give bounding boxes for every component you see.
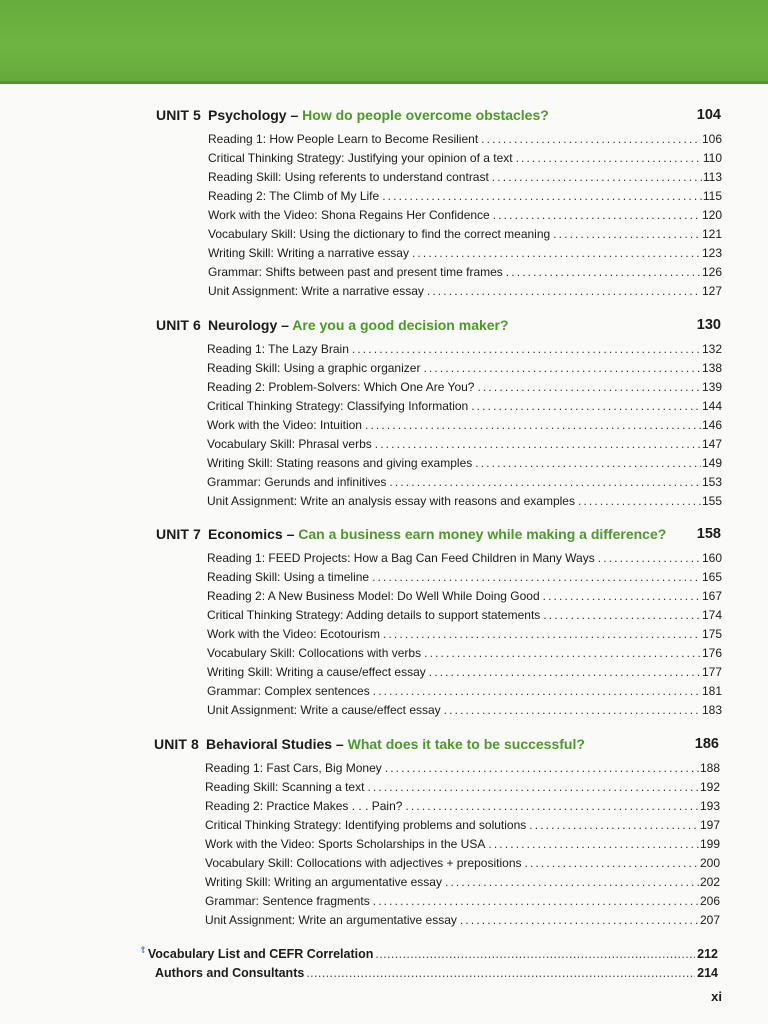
entry-title: Reading 2: A New Business Model: Do Well While Doing Good	[207, 589, 540, 603]
entry-title: Reading 2: The Climb of My Life	[208, 189, 380, 203]
entry-title: Vocabulary Skill: Collocations with verbs	[207, 646, 422, 660]
entry-page: 176	[701, 646, 722, 660]
dot-leader	[375, 435, 701, 454]
entry-page: 127	[701, 284, 722, 298]
entry-title: Reading 2: Practice Makes . . . Pain?	[205, 799, 403, 813]
entry-title: Reading 1: Fast Cars, Big Money	[205, 761, 382, 775]
entry-title: Unit Assignment: Write an argumentative essay	[205, 913, 457, 927]
backmatter-title: Authors and Consultants	[155, 966, 305, 980]
backmatter-title: Vocabulary List and CEFR Correlation	[147, 947, 374, 961]
entry-page: 138	[701, 361, 722, 375]
entry-page: 113	[702, 170, 722, 184]
dot-leader	[382, 187, 702, 206]
unit-question: What does it take to be successful?	[347, 736, 585, 752]
dot-leader	[306, 963, 695, 983]
unit-6	[0, 314, 768, 511]
unit-subject-name: Psychology	[208, 107, 287, 123]
entry-page: 167	[701, 589, 722, 603]
entry-title: Vocabulary Skill: Using the dictionary to find the correct meaning	[208, 227, 551, 241]
toc-entry[interactable]	[207, 416, 722, 435]
toc-entry[interactable]	[205, 759, 720, 778]
dot-leader	[578, 492, 701, 511]
entry-title: Writing Skill: Writing a cause/effect essay	[207, 665, 426, 679]
entry-title: Critical Thinking Strategy: Adding details to support statements	[207, 608, 541, 622]
entry-page: 146	[701, 418, 722, 432]
dot-leader	[492, 168, 702, 187]
unit-8	[0, 733, 768, 930]
toc-entry[interactable]	[207, 625, 722, 644]
entry-page: 192	[699, 780, 720, 794]
toc-entry-vocabulary-list[interactable]	[0, 942, 768, 962]
dot-leader	[352, 340, 701, 359]
dot-leader	[460, 911, 699, 930]
toc-entry[interactable]	[205, 854, 720, 873]
unit-header[interactable]	[0, 523, 768, 545]
unit-5	[0, 104, 768, 301]
entry-page: 160	[701, 551, 722, 565]
entry-title: Work with the Video: Sports Scholarships in the USA	[205, 837, 486, 851]
toc-entry[interactable]	[208, 149, 722, 168]
entry-title: Critical Thinking Strategy: Identifying problems and solutions	[205, 818, 527, 832]
unit-header[interactable]	[0, 104, 768, 126]
toc-entry[interactable]	[207, 682, 722, 701]
unit-question: Are you a good decision maker?	[292, 317, 509, 333]
entry-page: 207	[699, 913, 720, 927]
entry-title: Unit Assignment: Write a cause/effect essay	[207, 703, 441, 717]
toc-entry[interactable]	[205, 835, 720, 854]
toc-entry[interactable]	[208, 187, 722, 206]
unit-header[interactable]	[0, 314, 768, 336]
dot-leader	[488, 835, 699, 854]
toc-entry[interactable]	[207, 397, 722, 416]
dot-leader	[529, 816, 699, 835]
entry-title: Work with the Video: Intuition	[207, 418, 362, 432]
entry-page: 110	[702, 151, 722, 165]
entry-title: Grammar: Gerunds and infinitives	[207, 475, 387, 489]
toc-entry[interactable]	[208, 225, 722, 244]
entry-title: Unit Assignment: Write an analysis essay with reasons and examples	[207, 494, 575, 508]
toc-entry[interactable]	[207, 644, 722, 663]
entry-title: Writing Skill: Stating reasons and giving examples	[207, 456, 473, 470]
dot-leader	[424, 644, 701, 663]
dot-leader	[412, 244, 701, 263]
unit-page-number: 104	[696, 107, 721, 123]
unit-header[interactable]	[0, 733, 768, 755]
backmatter-page: 212	[697, 947, 718, 961]
entry-page: 177	[701, 665, 722, 679]
toc-entry[interactable]	[208, 130, 722, 149]
entry-title: Work with the Video: Ecotourism	[207, 627, 380, 641]
entry-page: 183	[701, 703, 722, 717]
entry-page: 193	[699, 799, 720, 813]
unit-subject-name: Economics	[208, 526, 283, 542]
dot-leader	[375, 944, 695, 964]
entry-title: Vocabulary Skill: Collocations with adjectives + prepositions	[205, 856, 522, 870]
unit-label: UNIT 7	[156, 526, 201, 542]
dot-leader	[516, 149, 702, 168]
dot-leader	[373, 892, 699, 911]
entry-page: 188	[699, 761, 720, 775]
entry-page: 149	[701, 456, 722, 470]
unit-subject: Economics – Can a business earn money while making a difference?	[208, 526, 667, 542]
dot-leader	[367, 778, 699, 797]
toc-entry-authors[interactable]	[0, 963, 768, 983]
entry-title: Reading 1: How People Learn to Become Resilient	[208, 132, 479, 146]
entry-page: 202	[699, 875, 720, 889]
entry-title: Work with the Video: Shona Regains Her Confidence	[208, 208, 490, 222]
dot-leader	[365, 416, 701, 435]
toc-entry[interactable]	[207, 454, 722, 473]
dot-leader	[423, 359, 701, 378]
toc-entry[interactable]	[205, 797, 720, 816]
dot-leader	[475, 454, 701, 473]
unit-page-number: 186	[694, 736, 719, 752]
toc-entry[interactable]	[208, 282, 722, 301]
entry-page: 123	[701, 246, 722, 260]
dot-leader	[477, 378, 700, 397]
toc-entry[interactable]	[207, 587, 722, 606]
toc-entry[interactable]	[205, 873, 720, 892]
unit-entries	[207, 549, 722, 720]
unit-label: UNIT 6	[156, 317, 201, 333]
unit-page-number: 158	[696, 526, 721, 542]
toc-entry[interactable]	[207, 606, 722, 625]
entry-title: Reading 1: The Lazy Brain	[207, 342, 349, 356]
toc-entry[interactable]	[207, 378, 722, 397]
toc-entry[interactable]	[207, 435, 722, 454]
dot-leader	[481, 130, 701, 149]
unit-subject-name: Neurology	[208, 317, 278, 333]
toc-entry[interactable]	[207, 359, 722, 378]
entry-page: 199	[699, 837, 720, 851]
key-icon	[141, 942, 145, 958]
toc-entry[interactable]	[208, 244, 722, 263]
entry-title: Reading 1: FEED Projects: How a Bag Can Feed Children in Many Ways	[207, 551, 595, 565]
toc-entry[interactable]	[205, 778, 720, 797]
entry-page: 206	[699, 894, 720, 908]
toc-entry[interactable]	[207, 701, 722, 720]
entry-page: 106	[701, 132, 722, 146]
entry-title: Vocabulary Skill: Phrasal verbs	[207, 437, 372, 451]
entry-page: 155	[701, 494, 722, 508]
entry-page: 147	[701, 437, 722, 451]
dot-leader	[389, 473, 701, 492]
dot-leader	[385, 759, 699, 778]
entry-title: Grammar: Sentence fragments	[205, 894, 370, 908]
unit-subject: Behavioral Studies – What does it take to be successful?	[206, 736, 585, 752]
dot-leader	[525, 854, 699, 873]
entry-title: Critical Thinking Strategy: Justifying your opinion of a text	[208, 151, 513, 165]
entry-title: Reading Skill: Scanning a text	[205, 780, 365, 794]
toc-entry[interactable]	[208, 168, 722, 187]
entry-page: 175	[701, 627, 722, 641]
entry-page: 200	[699, 856, 720, 870]
toc-entry[interactable]	[205, 816, 720, 835]
entry-title: Grammar: Complex sentences	[207, 684, 370, 698]
entry-title: Reading 2: Problem-Solvers: Which One Are You?	[207, 380, 475, 394]
toc-entry[interactable]	[207, 549, 722, 568]
entry-title: Writing Skill: Writing a narrative essay	[208, 246, 409, 260]
entry-title: Unit Assignment: Write a narrative essay	[208, 284, 424, 298]
toc-entry[interactable]	[207, 473, 722, 492]
toc-entry[interactable]	[207, 492, 722, 511]
dot-leader	[383, 625, 701, 644]
entry-page: 153	[701, 475, 722, 489]
entry-title: Grammar: Shifts between past and present time frames	[208, 265, 503, 279]
entry-page: 126	[701, 265, 722, 279]
toc-entry[interactable]	[205, 911, 720, 930]
unit-label: UNIT 5	[156, 107, 201, 123]
unit-page-number: 130	[696, 317, 721, 333]
dot-leader	[543, 587, 701, 606]
dot-leader	[427, 282, 701, 301]
entry-page: 144	[701, 399, 722, 413]
unit-label: UNIT 8	[154, 736, 199, 752]
entry-page: 165	[701, 570, 722, 584]
entry-title: Reading Skill: Using a graphic organizer	[207, 361, 421, 375]
entry-title: Reading Skill: Using referents to understand contrast	[208, 170, 489, 184]
dot-leader	[553, 225, 701, 244]
dot-leader	[598, 549, 701, 568]
dot-leader	[373, 682, 701, 701]
unit-subject: Psychology – How do people overcome obstacles?	[208, 107, 549, 123]
unit-entries	[208, 130, 722, 301]
entry-title: Writing Skill: Writing an argumentative essay	[205, 875, 442, 889]
dot-leader	[372, 568, 701, 587]
dot-leader	[445, 873, 699, 892]
dot-leader	[405, 797, 699, 816]
unit-subject-name: Behavioral Studies	[206, 736, 333, 752]
toc-entry[interactable]	[208, 206, 722, 225]
unit-question: Can a business earn money while making a difference?	[298, 526, 667, 542]
unit-entries	[205, 759, 720, 930]
entry-title: Reading Skill: Using a timeline	[207, 570, 370, 584]
entry-title: Critical Thinking Strategy: Classifying Information	[207, 399, 469, 413]
toc-entry[interactable]	[205, 892, 720, 911]
dot-leader	[444, 701, 701, 720]
unit-entries	[207, 340, 722, 511]
unit-subject: Neurology – Are you a good decision maker?	[208, 317, 509, 333]
toc-entry[interactable]	[207, 568, 722, 587]
page-number: xi	[711, 989, 722, 1004]
unit-question: How do people overcome obstacles?	[302, 107, 549, 123]
entry-page: 174	[701, 608, 722, 622]
toc-entry[interactable]	[207, 340, 722, 359]
entry-page: 181	[701, 684, 722, 698]
dot-leader	[493, 206, 701, 225]
entry-page: 115	[702, 189, 722, 203]
entry-page: 120	[701, 208, 722, 222]
entry-page: 139	[701, 380, 722, 394]
dot-leader	[506, 263, 701, 282]
dot-leader	[471, 397, 701, 416]
entry-page: 121	[701, 227, 722, 241]
toc-entry[interactable]	[208, 263, 722, 282]
unit-7	[0, 523, 768, 720]
entry-page: 197	[699, 818, 720, 832]
dot-leader	[543, 606, 701, 625]
dot-leader	[429, 663, 701, 682]
backmatter-page: 214	[697, 966, 718, 980]
toc-entry[interactable]	[207, 663, 722, 682]
entry-page: 132	[701, 342, 722, 356]
